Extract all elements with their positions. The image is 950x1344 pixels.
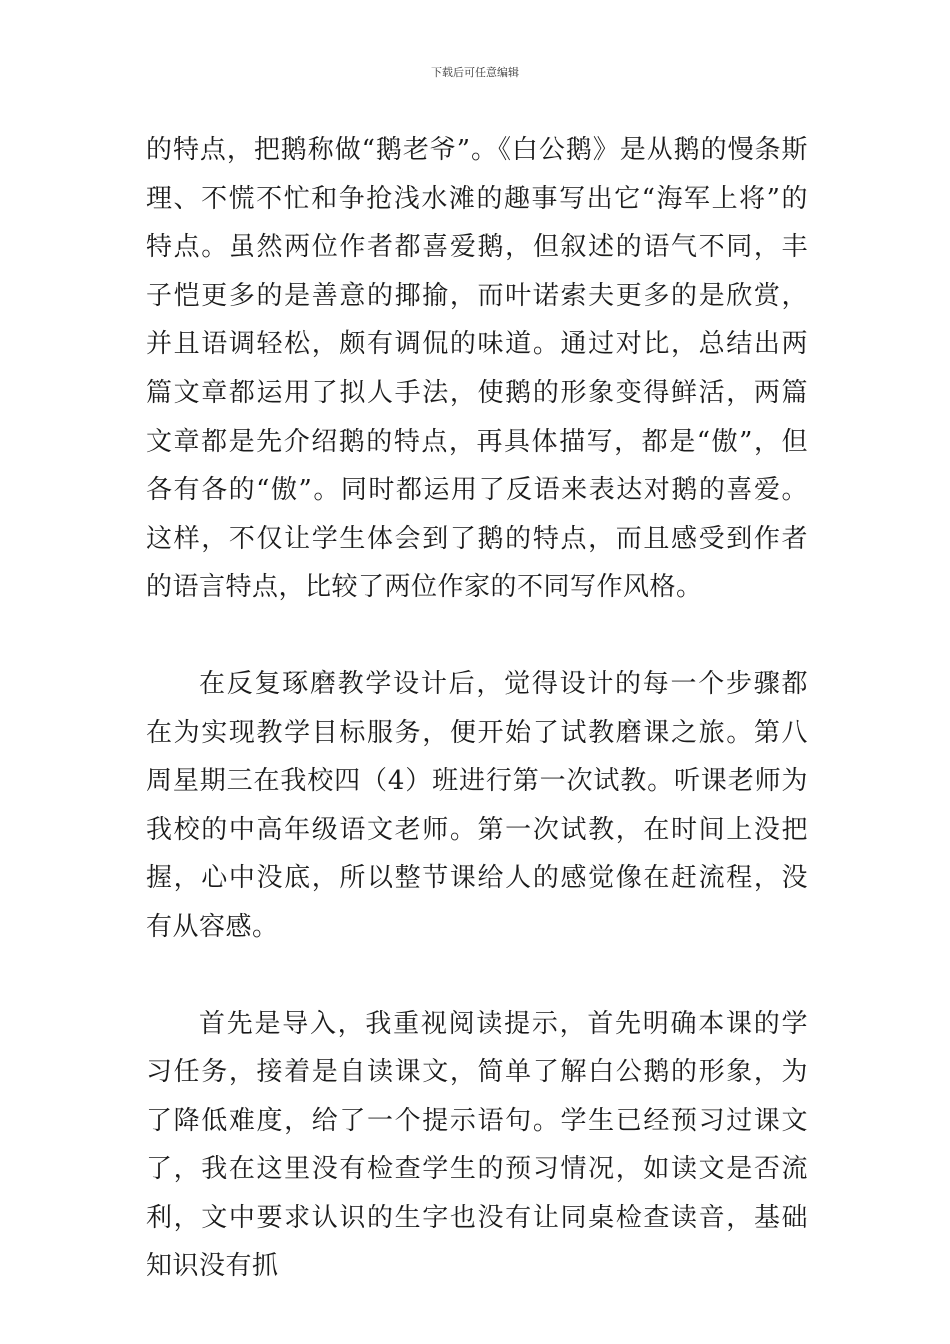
paragraph-2: 在反复琢磨教学设计后，觉得设计的每一个步骤都在为实现教学目标服务，便开始了试教磨课之旅。第八周星期三在我校四（4）班进行第一次试教。听课老师为我校的中高年级语文老师。第一次试教，在时间上没把握，心中没底，所以整节课给人的感觉像在赶流程，没有从容感。 — [146, 668, 808, 942]
document-body — [146, 126, 808, 1291]
paragraph-1: 的特点，把鹅称做“鹅老爷”。《白公鹅》是从鹅的慢条斯理、不慌不忙和争抢浅水滩的趣事写出它“海军上将”的特点。虽然两位作者都喜爱鹅，但叙述的语气不同，丰子恺更多的是善意的揶揄，而叶诺索夫更多的是欣赏，并且语调轻松，颇有调侃的味道。通过对比，总结出两篇文章都运用了拟人手法，使鹅的形象变得鲜活，两篇文章都是先介绍鹅的特点，再具体描写，都是“傲”，但各有各的“傲”。同时都运用了反语来表达对鹅的喜爱。这样，不仅让学生体会到了鹅的特点，而且感受到作者的语言特点，比较了两位作家的不同写作风格。 — [146, 135, 808, 603]
paragraph-3: 首先是导入，我重视阅读提示，首先明确本课的学习任务，接着是自读课文，简单了解白公鹅的形象，为了降低难度，给了一个提示语句。学生已经预习过课文了，我在这里没有检查学生的预习情况，如读文是否流利，文中要求认识的生字也没有让同桌检查读音，基础知识没有抓 — [146, 1008, 808, 1282]
paragraph-gap — [146, 612, 808, 660]
page-header: 下载后可任意编辑 — [431, 66, 519, 79]
paragraph-gap — [146, 952, 808, 1000]
